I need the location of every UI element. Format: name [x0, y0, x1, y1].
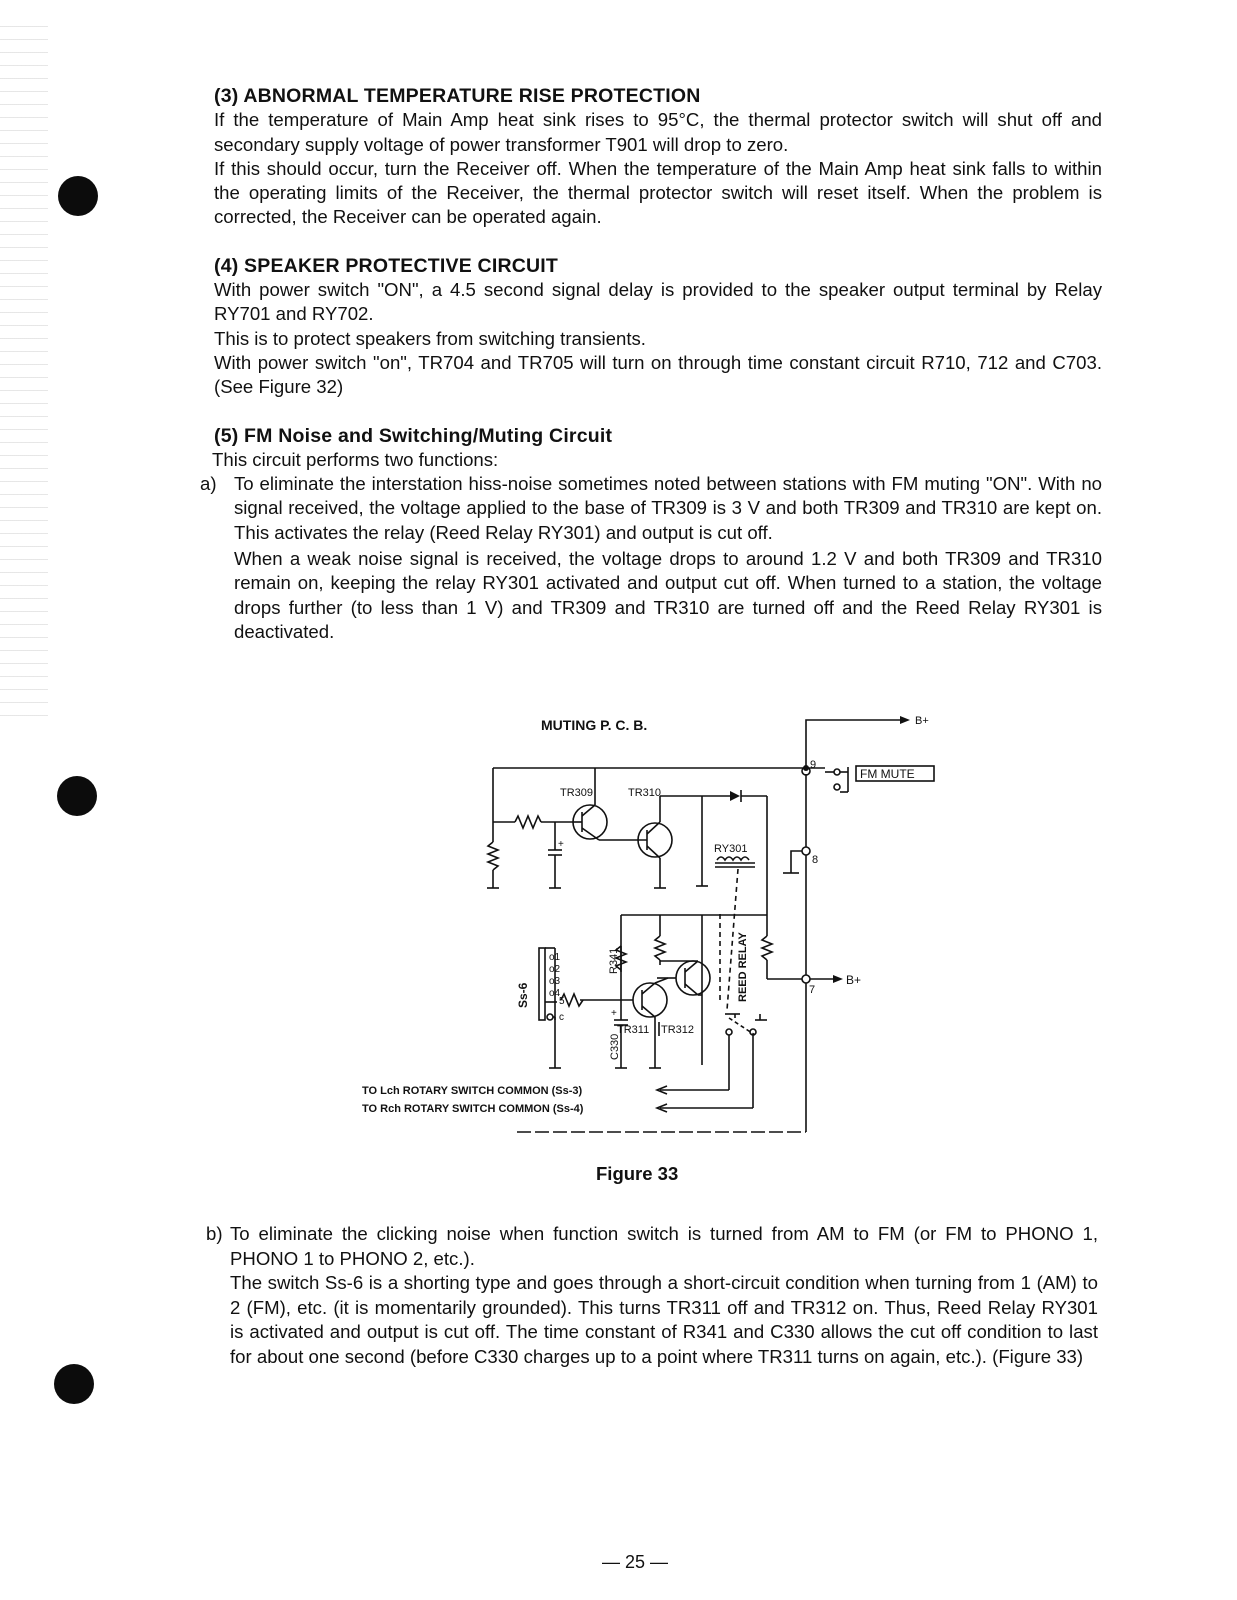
label-tr309: TR309	[560, 787, 594, 799]
item-b-para1: To eliminate the clicking noise when function switch is turned from AM to FM (or FM to PHONO 1, PHONO 1 to PHONO 2, etc.).	[230, 1223, 1098, 1269]
label-pos3: o3	[549, 976, 561, 987]
punch-hole-1	[58, 176, 98, 216]
label-tr312: TR312	[661, 1024, 695, 1036]
scan-edge-noise	[0, 20, 48, 720]
item-b-marker: b)	[206, 1223, 223, 1244]
svg-text:+: +	[611, 1008, 617, 1019]
muting-circuit-diagram	[355, 710, 955, 1140]
item-b-para2: The switch Ss-6 is a shorting type and goes through a short-circuit condition when turning from 1 (AM) to 2 (FM), etc. (it is momentarily grounded). This turns TR311 off and TR312 on. Thus, Reed Relay RY301 is activated and output is cut off. The time constant of R341 and C330 allows the cut off condition to last for about one second (before C330 charges up to a point where TR311 turns on again, etc.). (Figure 33)	[230, 1272, 1098, 1367]
svg-text:+: +	[558, 839, 564, 850]
item-a-para2: When a weak noise signal is received, the voltage drops to around 1.2 V and both TR309 and TR310 remain on, keeping the relay RY301 activated and output cut off. When turned to a station, the voltage drops further (to less than 1 V) and TR309 and TR310 are turned off and the Reed Relay RY301 is deactivated.	[234, 548, 1102, 642]
diagram-title: MUTING P. C. B.	[541, 717, 648, 733]
label-fm-mute: FM MUTE	[860, 767, 915, 781]
label-pos5: 5	[559, 996, 565, 1007]
section3-para2: If this should occur, turn the Receiver off. When the temperature of the Main Amp heat sink falls to within the operating limits of the Receiver, the thermal protector switch will reset itself. When the problem is corrected, the Receiver can be operated again.	[214, 157, 1102, 228]
main-text	[200, 84, 1102, 644]
section3-para1: If the temperature of Main Amp heat sink rises to 95°C, the thermal protector switch will shut off and secondary supply voltage of power transformer T901 will drop to zero.	[214, 109, 1102, 155]
page-number: — 25 —	[602, 1552, 669, 1572]
label-to-lch: TO Lch ROTARY SWITCH COMMON (Ss-3)	[362, 1085, 583, 1097]
label-tr310: TR310	[628, 787, 662, 799]
label-to-rch: TO Rch ROTARY SWITCH COMMON (Ss-4)	[362, 1103, 584, 1115]
label-reed-relay: REED RELAY	[737, 932, 749, 1002]
punch-hole-2	[57, 776, 97, 816]
item-a-para1: To eliminate the interstation hiss-noise sometimes noted between stations with FM muting "ON". With no signal received, the voltage applied to the base of TR309 is 3 V and both TR309 and TR310 are kept on. This activates the relay (Reed Relay RY301) and output is cut off.	[234, 473, 1102, 543]
label-bplus-top: B+	[915, 715, 929, 727]
item-a-marker: a)	[200, 473, 217, 495]
label-pos4: o4	[549, 988, 561, 999]
label-pin7: 7	[809, 984, 816, 996]
label-pos1: o1	[549, 952, 561, 963]
label-pin8: 8	[812, 854, 819, 866]
label-ry301: RY301	[714, 843, 748, 855]
label-pin9: 9	[810, 759, 817, 771]
label-pos2: o2	[549, 964, 561, 975]
punch-hole-3	[54, 1364, 94, 1404]
item-a	[200, 472, 1102, 644]
section4-heading: (4) SPEAKER PROTECTIVE CIRCUIT	[214, 254, 559, 277]
figure-caption: Figure 33	[596, 1163, 679, 1184]
label-ss6: Ss-6	[516, 982, 530, 1008]
section3-heading: (3) ABNORMAL TEMPERATURE RISE PROTECTION	[214, 85, 701, 107]
item-b	[206, 1222, 1098, 1370]
label-pos-c: c	[559, 1012, 564, 1023]
label-tr311: TR311	[617, 1024, 650, 1036]
section4-para3: With power switch "on", TR704 and TR705 will turn on through time constant circuit R710, 712 and C703. (See Figure 32)	[214, 351, 1102, 398]
section4-para1: With power switch "ON", a 4.5 second signal delay is provided to the speaker output terminal by Relay RY701 and RY702.	[214, 279, 1102, 325]
label-r341: R341	[608, 947, 620, 974]
label-bplus-mid: B+	[846, 973, 862, 987]
section5-heading: (5) FM Noise and Switching/Muting Circuit	[214, 424, 613, 447]
label-c330: C330	[609, 1033, 621, 1060]
section4-para2: This is to protect speakers from switching transients.	[214, 327, 646, 349]
section5-intro: This circuit performs two functions:	[212, 448, 499, 470]
